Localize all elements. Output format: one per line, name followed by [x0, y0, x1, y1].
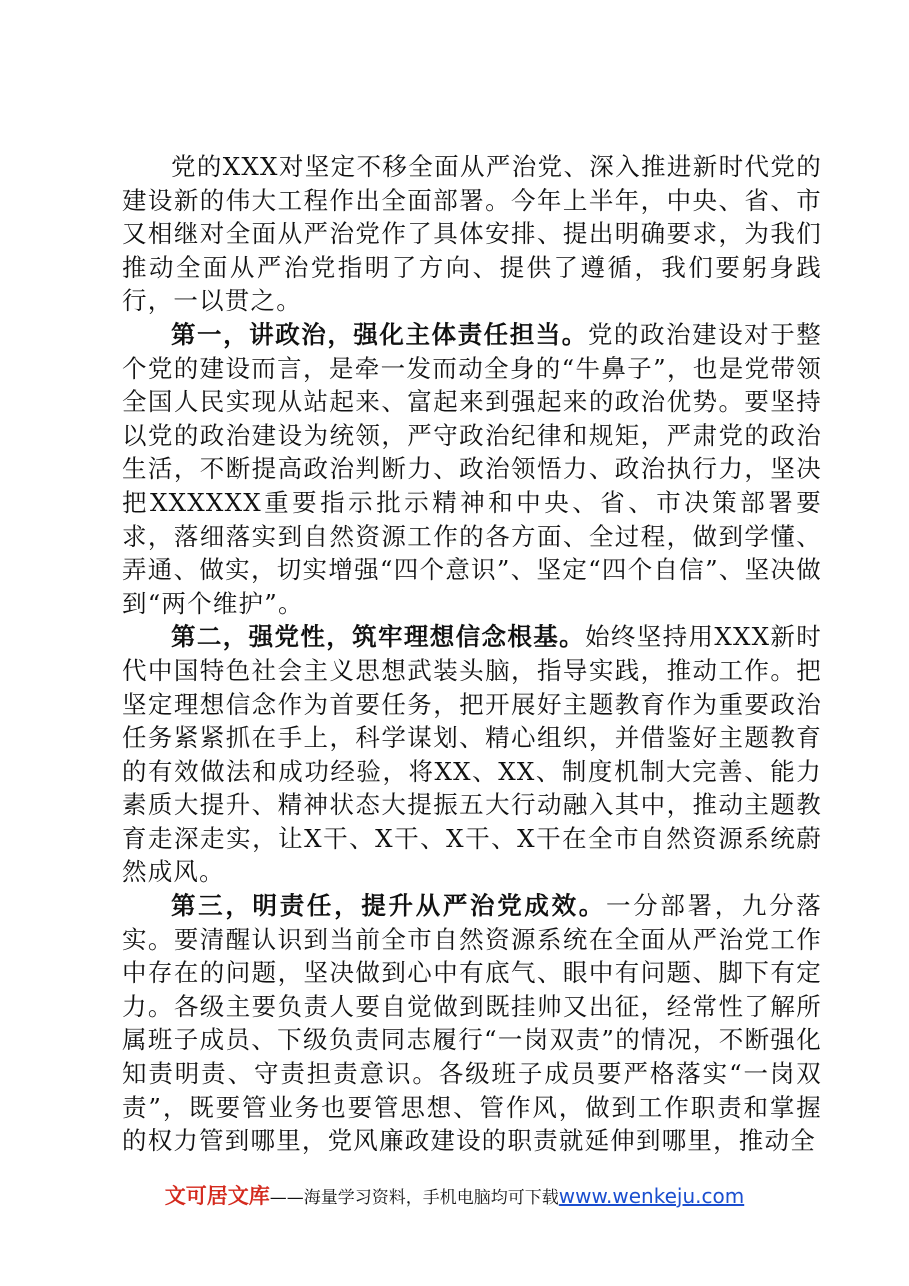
footer-tagline: ——海量学习资料，手机电脑均可下载: [269, 1188, 559, 1208]
footer-brand: 文可居文库: [164, 1184, 270, 1208]
paragraph-third-point: [122, 889, 822, 1158]
footer-website-link[interactable]: www.wenkeju.com: [558, 1184, 745, 1208]
paragraph-lead: 第一，讲政治，强化主体责任担当。: [171, 319, 588, 349]
paragraph-intro: [122, 150, 822, 318]
paragraph-text: 党的政治建设对于整个党的建设而言，是牵一发而动全身的“牛鼻子”，也是党带领全国人民实现从站起来、富起来到强起来的政治优势。要坚持以党的政治建设为统领，严守政治纪律和规矩，严肃党的政治生活，不断提高政治判断力、政治领悟力、政治执行力，坚决把XXXXXX重要指示批示精神和中央、省、市决策部署要求，落细落实到自然资源工作的各方面、全过程，做到学懂、弄通、做实，切实增强“四个意识”、坚定“四个自信”、坚决做到“两个维护”。: [122, 319, 822, 618]
paragraph-text: 始终坚持用XXX新时代中国特色社会主义思想武装头脑，指导实践，推动工作。把坚定理想信念作为首要任务，把开展好主题教育作为重要政治任务紧紧抓在手上，科学谋划、精心组织，并借鉴好主题教育的有效做法和成功经验，将XX、XX、制度机制大完善、能力素质大提升、精神状态大提振五大行动融入其中，推动主题教育走深走实，让X干、X干、X干、X干在全市自然资源系统蔚然成风。: [122, 622, 823, 887]
paragraph-text: 一分部署，九分落实。要清醒认识到当前全市自然资源系统在全面从严治党工作中存在的问题，坚决做到心中有底气、眼中有问题、脚下有定力。各级主要负责人要自觉做到既挂帅又出征，经常性了解所属班子成员、下级负责同志履行“一岗双责”的情况，不断强化知责明责、守责担责意识。各级班子成员要严格落实“一岗双责”，既要管业务也要管思想、管作风，做到工作职责和掌握的权力管到哪里，党风廉政建设的职责就延伸到哪里，推动全: [122, 891, 822, 1156]
footer-banner: [0, 1180, 909, 1210]
document-body: [122, 150, 822, 1158]
paragraph-first-point: [122, 318, 822, 620]
paragraph-lead: 第二，强党性，筑牢理想信念根基。: [171, 622, 585, 652]
paragraph-second-point: [122, 620, 822, 889]
paragraph-lead: 第三，明责任，提升从严治党成效。: [171, 891, 606, 921]
paragraph-text: 党的XXX对坚定不移全面从严治党、深入推进新时代党的建设新的伟大工程作出全面部署。今年上半年，中央、省、市又相继对全面从严治党作了具体安排、提出明确要求，为我们推动全面从严治党指明了方向、提供了遵循，我们要躬身践行，一以贯之。: [122, 152, 822, 316]
